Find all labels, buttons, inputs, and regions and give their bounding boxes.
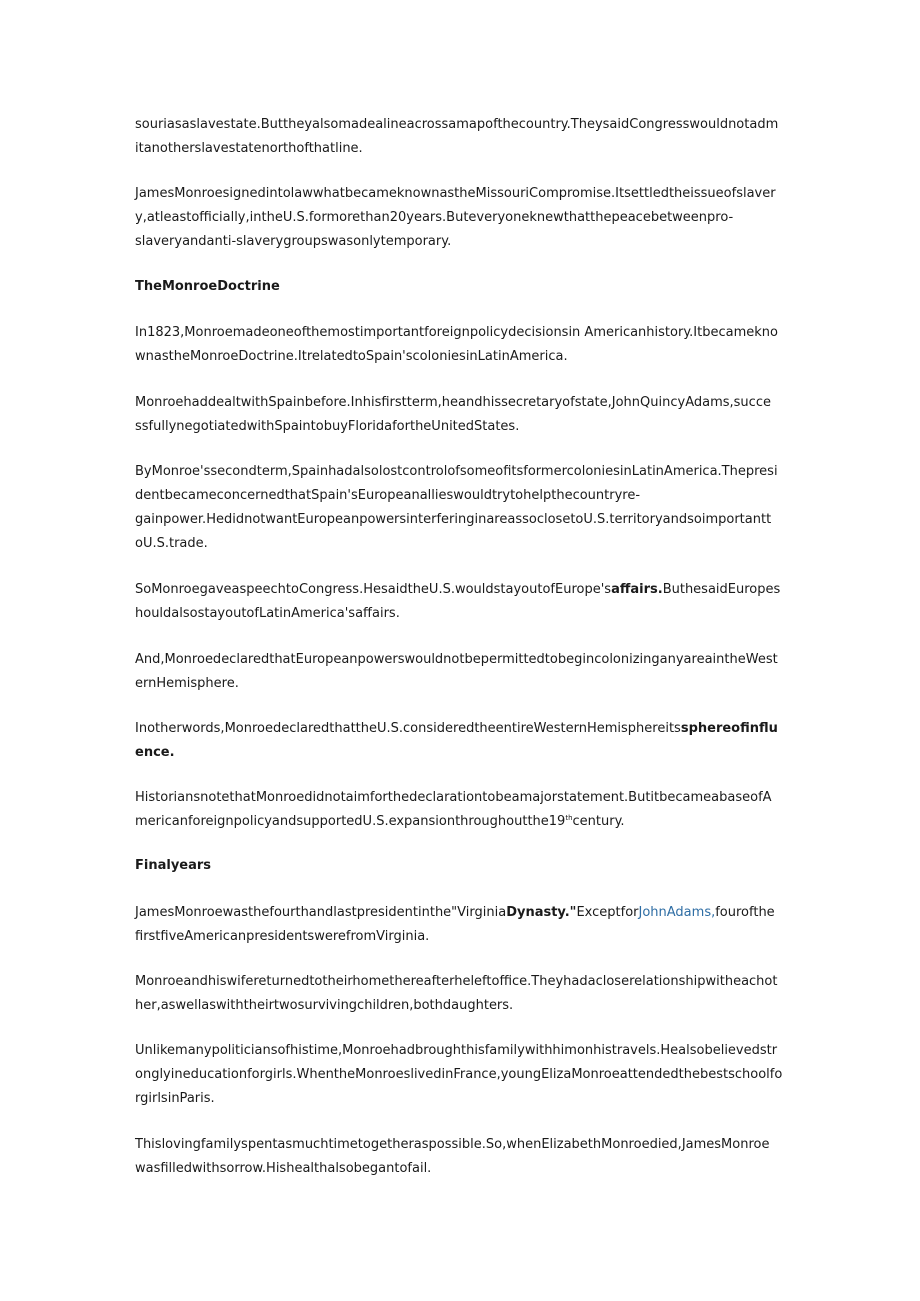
text-line: itanotherslavestatenorthofthatline. [135,141,363,156]
text-line: ByMonroe'ssecondterm,SpainhadalsolostcontrolofsomeofitsformercoloniesinLatinAmerica.Thepresi [135,464,778,479]
text-run: SoMonroegaveaspeechtoCongress.HesaidtheU.S.wouldstayoutofEurope's [135,582,612,597]
text-line: wasfilledwithsorrow.Hishealthalsobegantofail. [135,1161,432,1176]
text-line: firstfiveAmericanpresidentswerefromVirginia. [135,929,430,944]
text-line: dentbecameconcernedthatSpain'sEuropeanallieswouldtrytohelpthecountryre- [135,488,641,503]
text-run: ButhesaidEuropes [662,582,781,597]
text-line [135,814,625,830]
text-line: ssfullynegotiatedwithSpaintobuyFloridafortheUnitedStates. [135,419,520,434]
text-run: fourofthe [715,905,775,920]
text-line: Unlikemanypoliticiansofhistime,Monroehadbroughthisfamilywithhimonhistravels.Healsobelievedstr [135,1043,778,1058]
text-line: her,aswellaswiththeirtwosurvivingchildren,bothdaughters. [135,998,514,1013]
section-heading: TheMonroeDoctrine [135,279,280,294]
text-line: Monroeandhiswifereturnedtotheirhomethereafterheleftoffice.Theyhadacloserelationshipwitheachot [135,974,778,989]
text-run: mericanforeignpolicyandsupportedU.S.expansionthroughoutthe19 [135,814,566,829]
text-line: Thislovingfamilyspentasmuchtimetogetheraspossible.So,whenElizabethMonroedied,JamesMonroe [135,1137,770,1152]
text-line [135,905,775,921]
text-line: slaveryandanti-slaverygroupswasonlytemporary. [135,234,452,249]
text-run: century. [572,814,625,829]
text-line: JamesMonroesignedintolawwhatbecameknownastheMissouriCompromise.Itsettledtheissueofslaver [135,186,776,201]
text-line: houldalsostayoutofLatinAmerica'saffairs. [135,606,400,621]
text-line: oU.S.trade. [135,536,208,551]
text-line: onglyineducationforgirls.WhentheMonroeslivedinFrance,youngElizaMonroeattendedthebestschoolfo [135,1067,783,1082]
text-run: Inotherwords,MonroedeclaredthattheU.S.consideredtheentireWesternHemisphereits [135,721,681,736]
bold-term: sphereofinflu [680,721,778,736]
john-adams-link[interactable]: JohnAdams, [638,905,716,920]
section-heading: Finalyears [135,858,212,873]
text-line: ernHemisphere. [135,676,239,691]
text-line: And,MonroedeclaredthatEuropeanpowerswouldnotbepermittedtobegincolonizinganyareaintheWest [135,652,778,667]
bold-term: Dynasty." [506,905,577,920]
text-line: rgirlsinParis. [135,1091,215,1106]
text-line: souriasaslavestate.Buttheyalsomadealineacrossamapofthecountry.TheysaidCongresswouldnotadm [135,117,779,132]
text-line [135,582,780,598]
superscript: th [565,814,573,822]
text-line: MonroehaddealtwithSpainbefore.Inhisfirstterm,heandhissecretaryofstate,JohnQuincyAdams,succe [135,395,771,410]
text-line: wnastheMonroeDoctrine.ItrelatedtoSpain'scoloniesinLatinAmerica. [135,349,568,364]
text-run: Exceptfor [576,905,639,920]
text-line: ence. [135,745,175,760]
text-line: In1823,Monroemadeoneofthemostimportantforeignpolicydecisionsin Americanhistory.Itbecamekno [135,325,778,340]
text-line [135,721,778,737]
text-line: gainpower.HedidnotwantEuropeanpowersinterferinginareassoclosetoU.S.territoryandsoimportantt [135,512,772,527]
text-line: y,atleastofficially,intheU.S.formorethan20years.Buteveryoneknewthatthepeacebetweenpro- [135,210,734,225]
bold-term: affairs. [611,582,663,597]
text-line: HistoriansnotethatMonroedidnotaimforthedeclarationtobeamajorstatement.ButitbecameabaseofA [135,790,772,805]
text-run: JamesMonroewasthefourthandlastpresidentinthe"Virginia [135,905,507,920]
